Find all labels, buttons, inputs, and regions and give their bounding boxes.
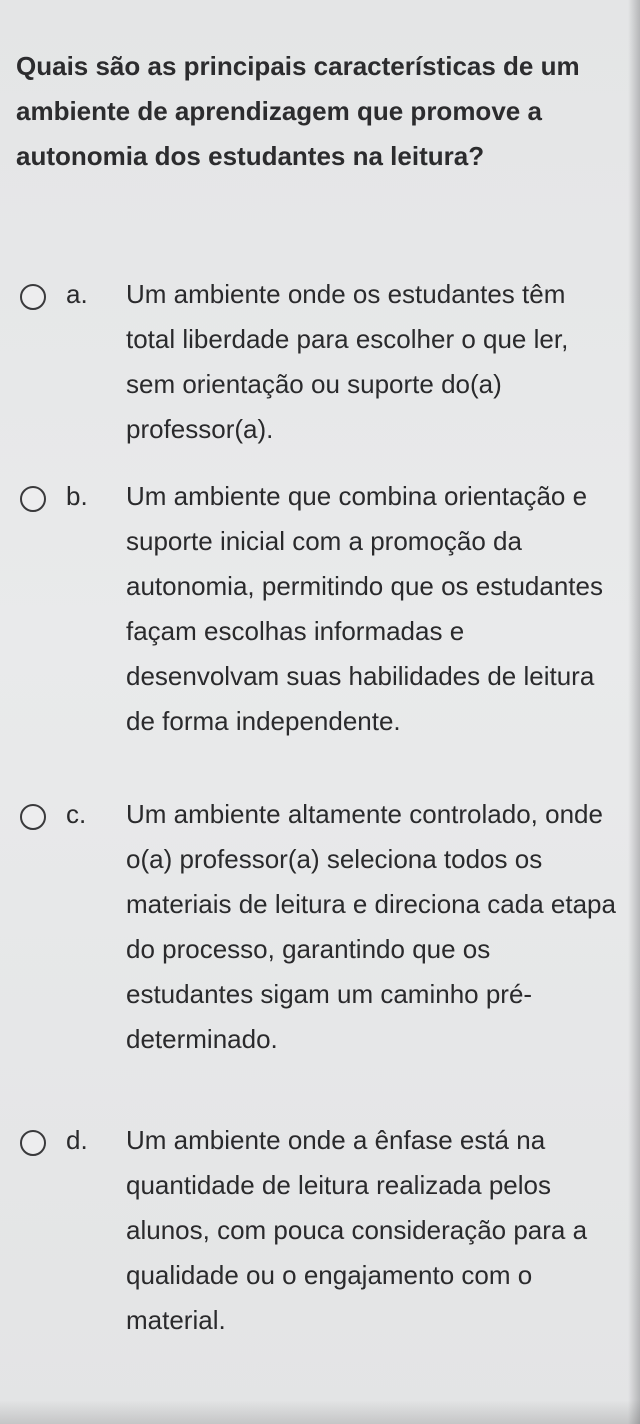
option-b-radio[interactable]	[20, 486, 46, 512]
option-c-radio[interactable]	[20, 804, 46, 830]
bottom-shadow	[0, 1400, 640, 1424]
option-a-letter: a.	[66, 279, 88, 309]
option-c-text[interactable]: Um ambiente altamente controlado, onde o(a) professor(a) seleciona todos os materiais de leitura e direciona cada etapa do processo, garantindo que os estudantes sigam um caminho pré-determinado.	[126, 799, 616, 1054]
option-d-letter: d.	[66, 1125, 88, 1155]
question-text: Quais são as principais características de um ambiente de aprendizagem que promove a autonomia dos estudantes na leitura?	[16, 51, 580, 171]
screen-edge-shadow	[628, 0, 640, 1424]
option-b-text[interactable]: Um ambiente que combina orientação e suporte inicial com a promoção da autonomia, permitindo que os estudantes façam escolhas informadas e desenvolvam suas habilidades de leitura de forma independente.	[126, 481, 603, 736]
option-c-letter: c.	[66, 799, 87, 829]
option-a-text[interactable]: Um ambiente onde os estudantes têm total liberdade para escolher o que ler, sem orientação ou suporte do(a) professor(a).	[126, 279, 569, 444]
option-b-letter: b.	[66, 481, 88, 511]
option-d-radio[interactable]	[20, 1130, 46, 1156]
option-d-text[interactable]: Um ambiente onde a ênfase está na quantidade de leitura realizada pelos alunos, com pouca consideração para a qualidade ou o engajamento com o material.	[126, 1125, 588, 1335]
option-a-radio[interactable]	[20, 284, 46, 310]
